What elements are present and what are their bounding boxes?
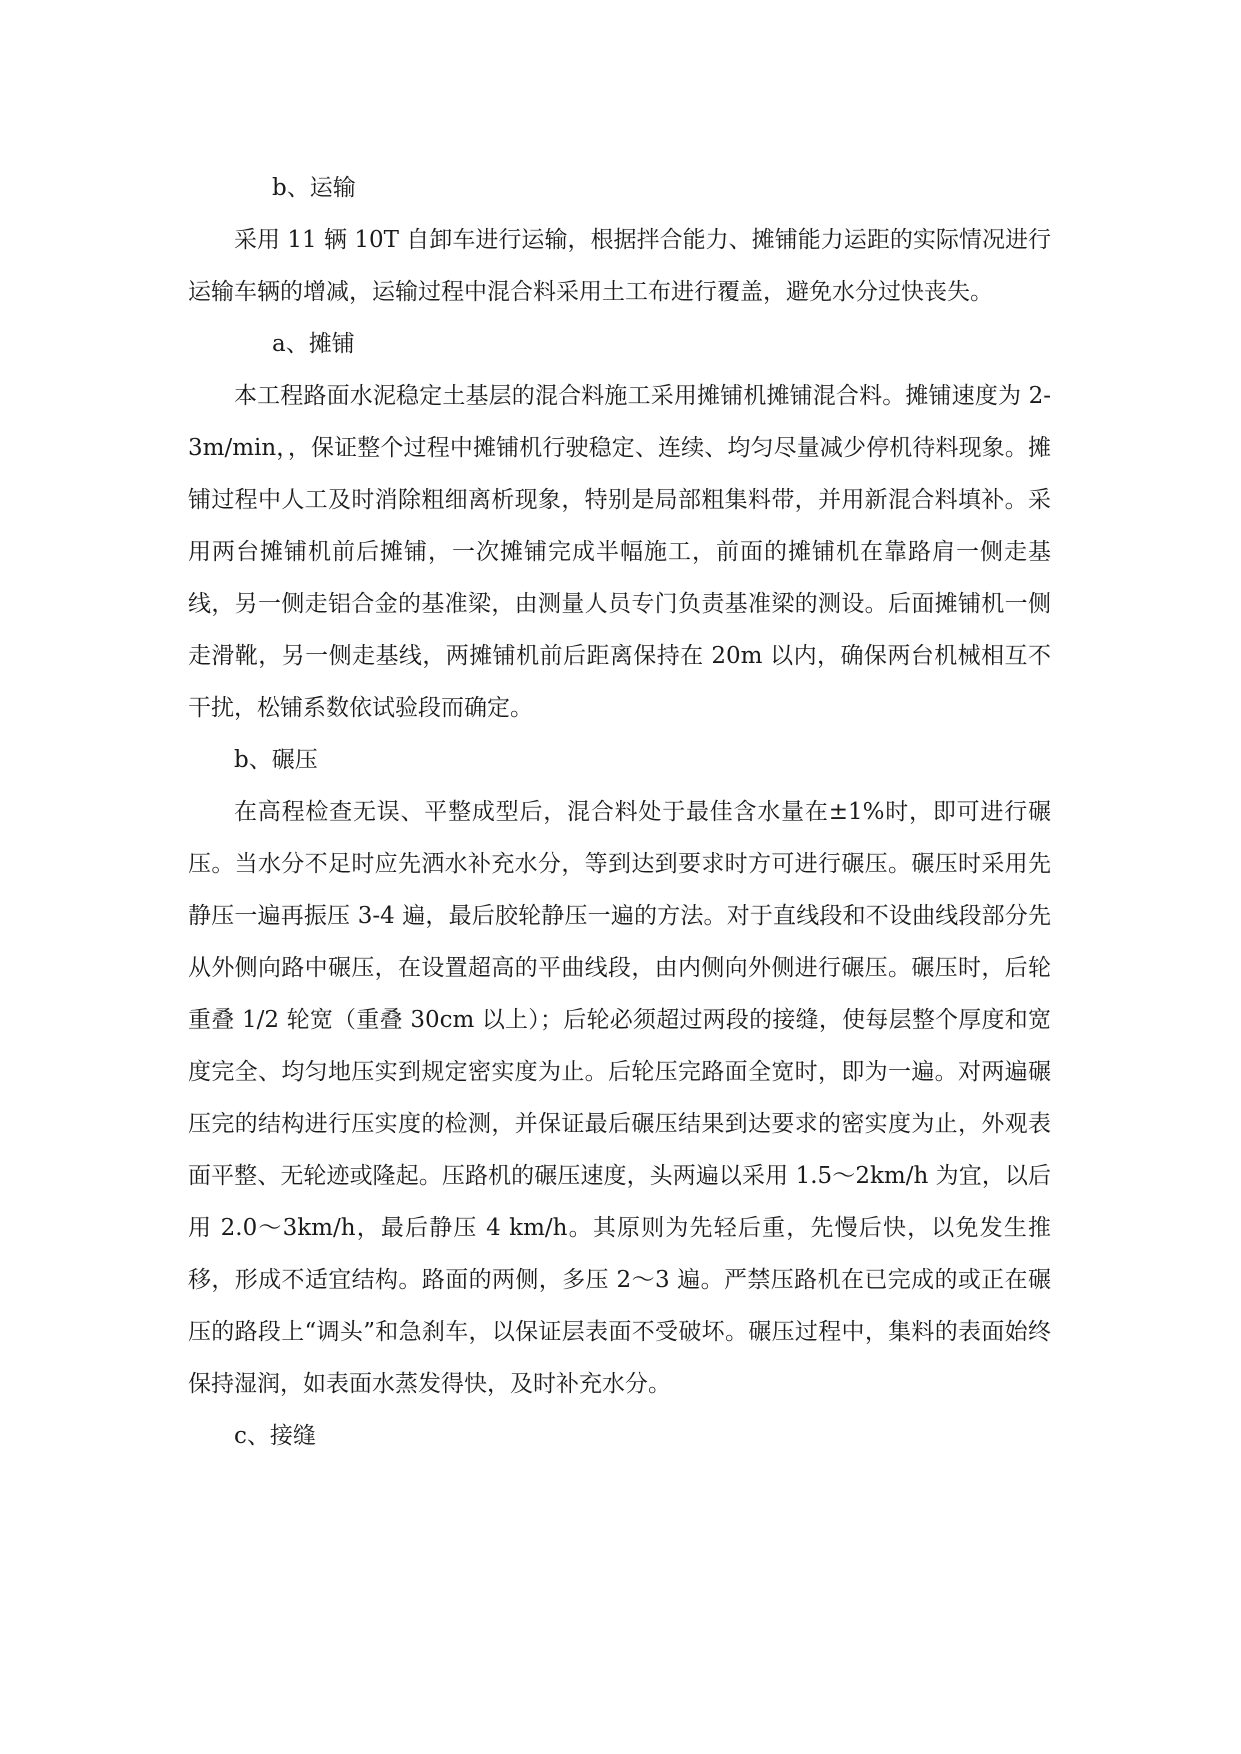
section-heading-joints: c、接缝 <box>234 1423 316 1449</box>
paragraph-transport: 采用 11 辆 10T 自卸车进行运输，根据拌合能力、摊铺能力运距的实际情况进行运输车辆的增减，运输过程中混合料采用土工布进行覆盖，避免水分过快丧失。 <box>188 227 1051 305</box>
paragraph-compaction: 在高程检查无误、平整成型后，混合料处于最佳含水量在±1%时，即可进行碾压。当水分不足时应先洒水补充水分，等到达到要求时方可进行碾压。碾压时采用先静压一遍再振压 3-4 遍，最后胶轮静压一遍的方法。对于直线段和不设曲线段部分先从外侧向路中碾压，在设置超高的平曲线段，由内侧向外侧进行碾压。碾压时，后轮重叠 1/2 轮宽（重叠 30cm 以上）；后轮必须超过两段的接缝，使每层整个厚度和宽度完全、均匀地压实到规定密实度为止。后轮压完路面全宽时，即为一遍。对两遍碾压完的结构进行压实度的检测，并保证最后碾压结果到达要求的密实度为止，外观表面平整、无轮迹或隆起。压路机的碾压速度，头两遍以采用 1.5～2km/h 为宜，以后用 2.0～3km/h，最后静压 4 km/h。其原则为先轻后重，先慢后快，以免发生推移，形成不适宜结构。路面的两侧，多压 2～3 遍。严禁压路机在已完成的或正在碾压的路段上“调头”和急刹车，以保证层表面不受破坏。碾压过程中，集料的表面始终保持湿润，如表面水蒸发得快，及时补充水分。 <box>188 799 1051 1397</box>
section-heading-compaction: b、碾压 <box>234 747 318 773</box>
section-heading-transport: b、运输 <box>272 175 356 201</box>
document-body <box>188 162 1051 1462</box>
section-heading-paving: a、摊铺 <box>272 331 355 357</box>
paragraph-paving: 本工程路面水泥稳定土基层的混合料施工采用摊铺机摊铺混合料。摊铺速度为 2-3m/min，，保证整个过程中摊铺机行驶稳定、连续、均匀尽量减少停机待料现象。摊铺过程中人工及时消除粗细离析现象，特别是局部粗集料带，并用新混合料填补。采用两台摊铺机前后摊铺，一次摊铺完成半幅施工，前面的摊铺机在靠路肩一侧走基线，另一侧走铝合金的基准梁，由测量人员专门负责基准梁的测设。后面摊铺机一侧走滑靴，另一侧走基线，两摊铺机前后距离保持在 20m 以内，确保两台机械相互不干扰，松铺系数依试验段而确定。 <box>188 383 1051 721</box>
